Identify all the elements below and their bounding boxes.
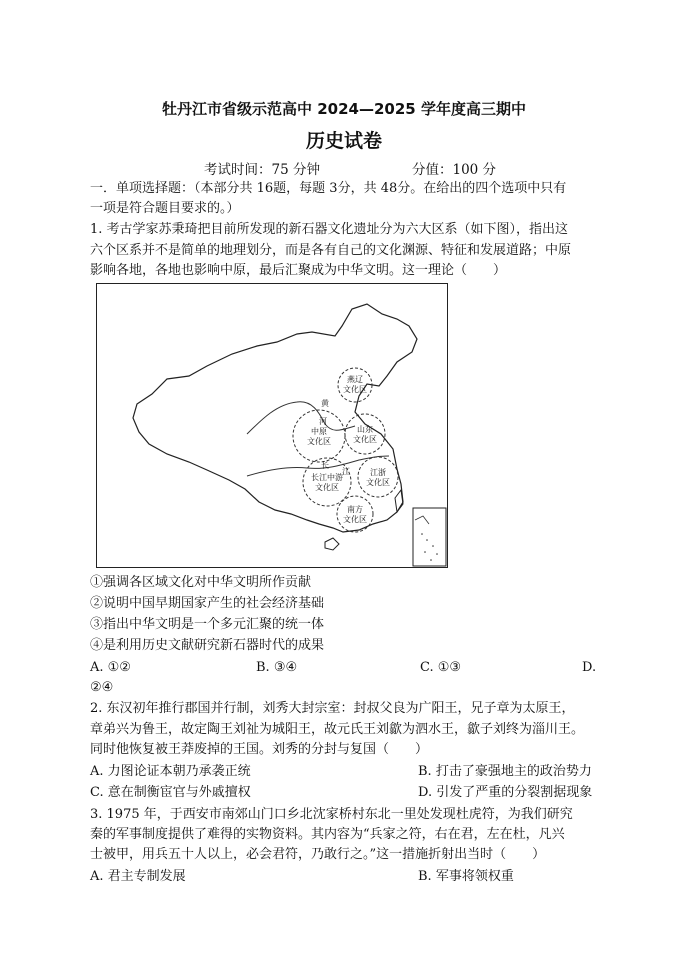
label-jiangzhe-2: 文化区 <box>366 478 390 487</box>
q2-stem-line3: 同时他恢复被王莽废掉的王国。刘秀的分封与复国（ ） <box>90 742 429 757</box>
q1-option-d-cont: ②④ <box>90 680 114 695</box>
label-zhongyuan-1: 中原 <box>311 427 327 436</box>
q1-stem-line2: 六个区系并不是简单的地理划分，而是各有自己的文化渊源、特征和发展道路；中原 <box>90 243 572 258</box>
exam-score: 分值：100 分 <box>412 162 497 178</box>
label-river-he: 黄 <box>321 399 329 408</box>
q1-stem-line3: 影响各地，各地也影响中原，最后汇聚成为中华文明。这一理论（ ） <box>90 263 507 278</box>
label-shandong-2: 文化区 <box>353 435 377 444</box>
label-shandong-1: 山东 <box>357 425 373 434</box>
zone-jiangzhe <box>358 457 398 497</box>
q1-stem-line1: 1. 考古学家苏秉琦把目前所发现的新石器文化遗址分为六大区系（如下图），指出这 <box>90 222 569 237</box>
hainan-island <box>325 538 339 550</box>
label-yanliao-1: 燕辽 <box>347 375 363 384</box>
taiwan-island <box>395 490 403 512</box>
q1-option-a: A. ①② <box>90 660 131 675</box>
q3-stem-line2: 秦的军事制度提供了难得的实物资料。其内容为“兵家之符，右在君，左在杜，凡兴 <box>90 827 565 842</box>
q2-option-b: B. 打击了豪强地主的政治势力 <box>418 764 592 779</box>
q2-stem-line1: 2. 东汉初年推行郡国并行制，刘秀大封宗室：封叔父良为广阳王，兄子章为太原王， <box>90 701 575 716</box>
exam-subject-title: 历史试卷 <box>305 130 382 152</box>
q1-option-b: B. ③④ <box>256 660 298 675</box>
south-china-sea-inset <box>413 508 446 566</box>
q1-option-c: C. ①③ <box>420 660 462 675</box>
section-intro: 一．单项选择题：（本部分共 16题，每题 3分，共 48分。在给出的四个选项中只有 <box>90 181 567 196</box>
q2-stem-line2: 章弟兴为鲁王，故定陶王刘祉为城阳王，故元氏王刘歙为泗水王，歙子刘终为淄川王。 <box>90 722 585 737</box>
q2-option-a: A. 力图论证本朝乃承袭正统 <box>90 764 251 779</box>
label-river-jiang: 长 <box>321 461 329 470</box>
label-changjiang-1: 长江中游 <box>311 473 343 482</box>
label-nanfang-2: 文化区 <box>343 515 367 524</box>
zone-shandong <box>345 414 385 454</box>
section-intro-cont: 一项是符合题目要求的。） <box>90 201 240 216</box>
label-river-jiang2: 江 <box>342 467 350 476</box>
q1-item-4: ④是利用历史文献研究新石器时代的成果 <box>90 638 325 653</box>
label-jiangzhe-1: 江浙 <box>370 468 386 477</box>
label-changjiang-2: 文化区 <box>315 483 339 492</box>
neolithic-culture-map <box>96 283 448 568</box>
q3-stem-line1: 3. 1975 年，于西安市南郊山门口乡北沈家桥村东北一里处发现杜虎符，为我们研究 <box>90 807 573 822</box>
q1-item-1: ①强调各区域文化对中华文明所作贡献 <box>90 575 312 590</box>
exam-time: 考试时间：75 分钟 <box>204 162 320 178</box>
q1-item-2: ②说明中国早期国家产生的社会经济基础 <box>90 596 325 611</box>
exam-school-title: 牡丹江市省级示范高中 2024—2025 学年度高三期中 <box>162 100 526 118</box>
label-nanfang-1: 南方 <box>347 505 363 514</box>
q3-stem-line3: 士被甲，用兵五十人以上，必会君符，乃敢行之。”这一措施折射出当时（ ） <box>90 847 546 862</box>
q2-option-c: C. 意在制衡宦官与外戚擅权 <box>90 785 251 800</box>
q3-option-a: A. 君主专制发展 <box>90 869 186 884</box>
q1-option-d: D. <box>582 660 597 675</box>
q2-option-d: D. 引发了严重的分裂割据现象 <box>418 785 593 800</box>
label-yanliao-2: 文化区 <box>343 385 367 394</box>
label-river-he2: 河 <box>319 417 327 426</box>
q3-option-b: B. 军事将领权重 <box>418 869 514 884</box>
q1-item-3: ③指出中华文明是一个多元汇聚的统一体 <box>90 617 325 632</box>
label-zhongyuan-2: 文化区 <box>307 437 331 446</box>
china-outline <box>133 304 417 532</box>
